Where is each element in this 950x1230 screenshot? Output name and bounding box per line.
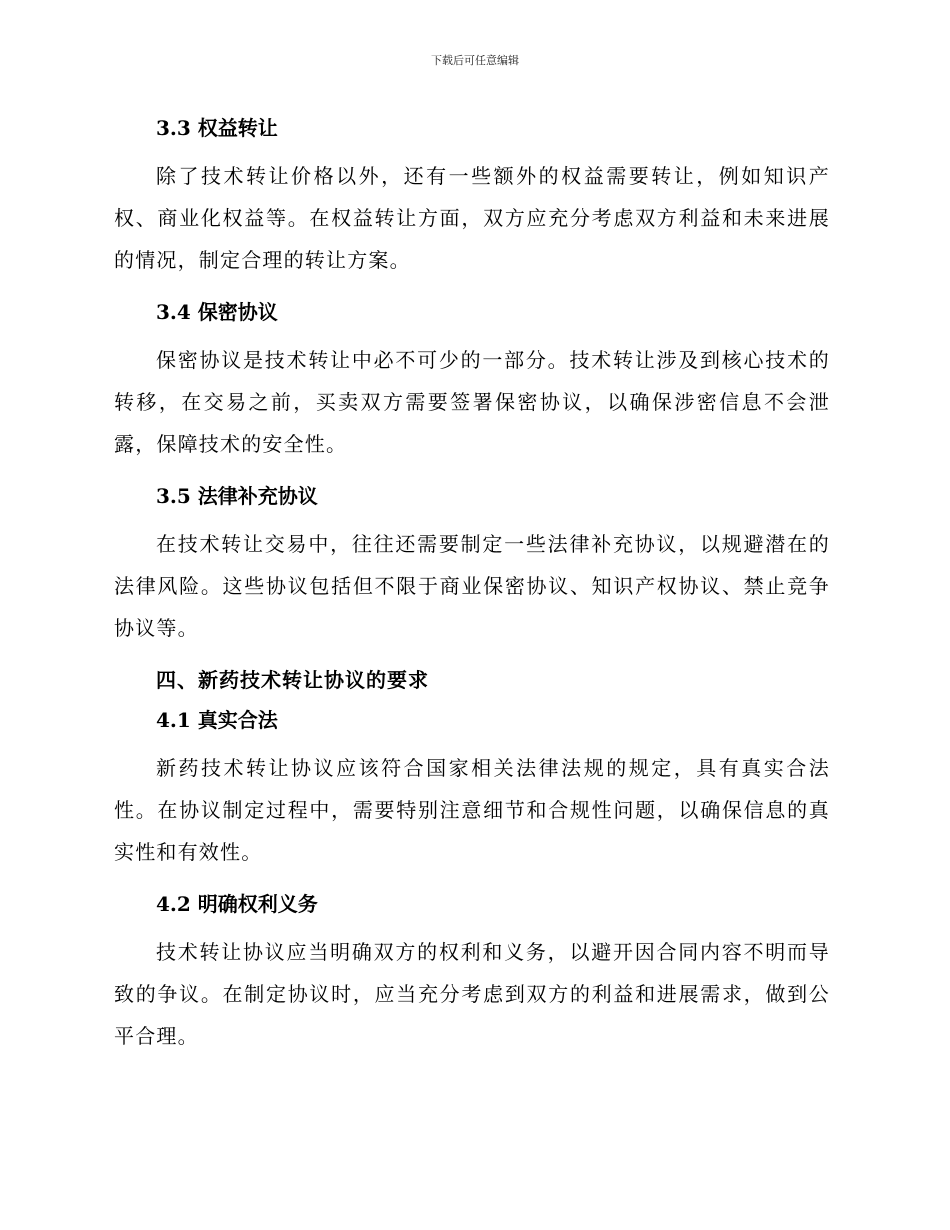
section-heading-4: 四、新药技术转让协议的要求 xyxy=(156,668,429,692)
heading-3-3: 3.3 权益转让 xyxy=(156,116,278,140)
heading-3-5: 3.5 法律补充协议 xyxy=(156,484,318,508)
document-body xyxy=(114,108,830,1068)
heading-4-2: 4.2 明确权利义务 xyxy=(156,892,318,916)
paragraph-3-4: 保密协议是技术转让中必不可少的一部分。技术转让涉及到核心技术的转移，在交易之前，买卖双方需要签署保密协议，以确保涉密信息不会泄露，保障技术的安全性。 xyxy=(114,348,830,456)
paragraph-3-5: 在技术转让交易中，往往还需要制定一些法律补充协议，以规避潜在的法律风险。这些协议包括但不限于商业保密协议、知识产权协议、禁止竞争协议等。 xyxy=(114,532,830,640)
paragraph-4-2: 技术转让协议应当明确双方的权利和义务，以避开因合同内容不明而导致的争议。在制定协议时，应当充分考虑到双方的利益和进展需求，做到公平合理。 xyxy=(114,940,830,1048)
heading-4-1: 4.1 真实合法 xyxy=(156,708,278,732)
paragraph-4-1: 新药技术转让协议应该符合国家相关法律法规的规定，具有真实合法性。在协议制定过程中，需要特别注意细节和合规性问题，以确保信息的真实性和有效性。 xyxy=(114,756,830,864)
paragraph-3-3: 除了技术转让价格以外，还有一些额外的权益需要转让，例如知识产权、商业化权益等。在权益转让方面，双方应充分考虑双方利益和未来进展的情况，制定合理的转让方案。 xyxy=(114,164,830,272)
heading-3-4: 3.4 保密协议 xyxy=(156,300,278,324)
page-header: 下载后可任意编辑 xyxy=(431,54,519,67)
